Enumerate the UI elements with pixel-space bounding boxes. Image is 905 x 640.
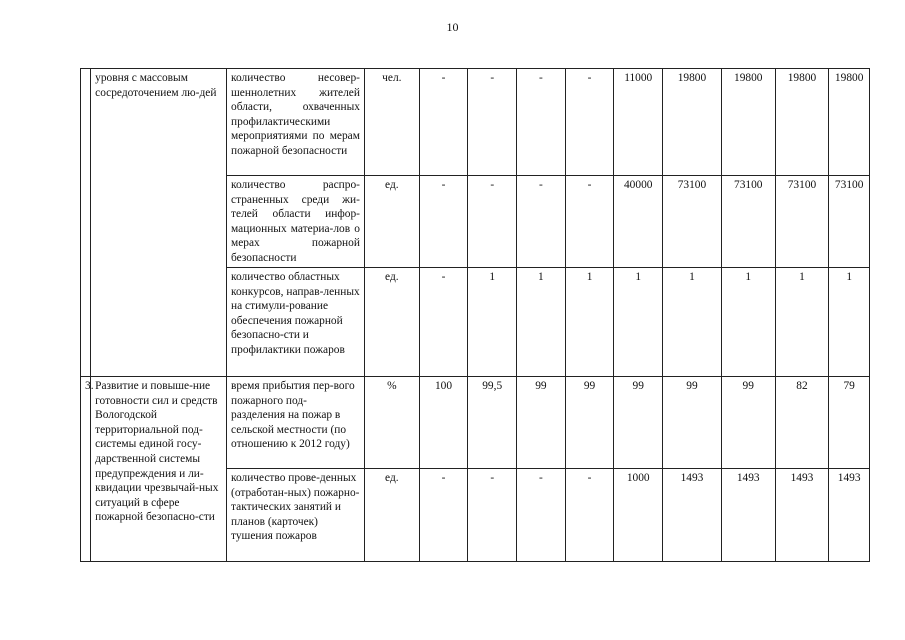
unit-cell: ед.: [364, 176, 419, 268]
value-cell: 1: [565, 268, 614, 377]
value-cell: 1: [663, 268, 722, 377]
value-cell: -: [419, 268, 468, 377]
value-cell: 1: [721, 268, 775, 377]
value-cell: -: [419, 69, 468, 176]
value-cell: 11000: [614, 69, 663, 176]
indicator-cell: количество прове-денных (отработан-ных) пожарно-тактических занятий и планов (карточек) тушения пожаров: [227, 469, 365, 562]
value-cell: 99: [663, 377, 722, 469]
row-number-cell: 3.: [81, 377, 91, 562]
value-cell: 100: [419, 377, 468, 469]
value-cell: 73100: [775, 176, 829, 268]
value-cell: 19800: [775, 69, 829, 176]
value-cell: -: [517, 176, 566, 268]
indicator-cell: количество несовер-шеннолетних жителей области, охваченных профилактическими мероприятиями по мерам пожарной безопасности: [227, 69, 365, 176]
value-cell: 19800: [663, 69, 722, 176]
value-cell: 99,5: [468, 377, 517, 469]
row-number-cell: [81, 69, 91, 377]
value-cell: 73100: [663, 176, 722, 268]
value-cell: 1493: [775, 469, 829, 562]
indicator-cell: количество распро-страненных среди жи-телей области инфор-мационных материа-лов о мерах пожарной безопасности: [227, 176, 365, 268]
value-cell: -: [517, 469, 566, 562]
value-cell: 99: [614, 377, 663, 469]
task-cell: уровня с массовым сосредоточением лю-дей: [91, 69, 227, 377]
value-cell: 99: [517, 377, 566, 469]
unit-cell: ед.: [364, 268, 419, 377]
value-cell: 40000: [614, 176, 663, 268]
value-cell: 1: [829, 268, 870, 377]
value-cell: 73100: [829, 176, 870, 268]
value-cell: 79: [829, 377, 870, 469]
value-cell: 1000: [614, 469, 663, 562]
indicator-cell: время прибытия пер-вого пожарного под-разделения на пожар в сельской местности (по отношению к 2012 году): [227, 377, 365, 469]
unit-cell: %: [364, 377, 419, 469]
value-cell: 1493: [721, 469, 775, 562]
value-cell: 99: [565, 377, 614, 469]
value-cell: 19800: [829, 69, 870, 176]
task-cell: Развитие и повыше-ние готовности сил и средств Вологодской территориальной под-системы единой госу-дарственной системы предупреждения и ли-квидации чрезвычай-ных ситуаций в сфере пожарной безопасно-сти: [91, 377, 227, 562]
value-cell: -: [468, 469, 517, 562]
value-cell: -: [565, 69, 614, 176]
value-cell: 73100: [721, 176, 775, 268]
indicator-cell: количество областных конкурсов, направ-ленных на стимули-рование обеспечения пожарной безопасно-сти и профилактики пожаров: [227, 268, 365, 377]
value-cell: -: [468, 69, 517, 176]
indicators-table: [80, 68, 870, 562]
table-row: [81, 377, 870, 469]
value-cell: 1: [517, 268, 566, 377]
value-cell: 1: [775, 268, 829, 377]
value-cell: 99: [721, 377, 775, 469]
value-cell: 1493: [663, 469, 722, 562]
table-row: [81, 69, 870, 176]
value-cell: -: [468, 176, 517, 268]
value-cell: 82: [775, 377, 829, 469]
value-cell: 1493: [829, 469, 870, 562]
value-cell: -: [565, 469, 614, 562]
value-cell: -: [419, 469, 468, 562]
unit-cell: ед.: [364, 469, 419, 562]
value-cell: -: [565, 176, 614, 268]
value-cell: 1: [468, 268, 517, 377]
unit-cell: чел.: [364, 69, 419, 176]
value-cell: 19800: [721, 69, 775, 176]
value-cell: 1: [614, 268, 663, 377]
value-cell: -: [517, 69, 566, 176]
page-number: 10: [446, 20, 459, 34]
value-cell: -: [419, 176, 468, 268]
